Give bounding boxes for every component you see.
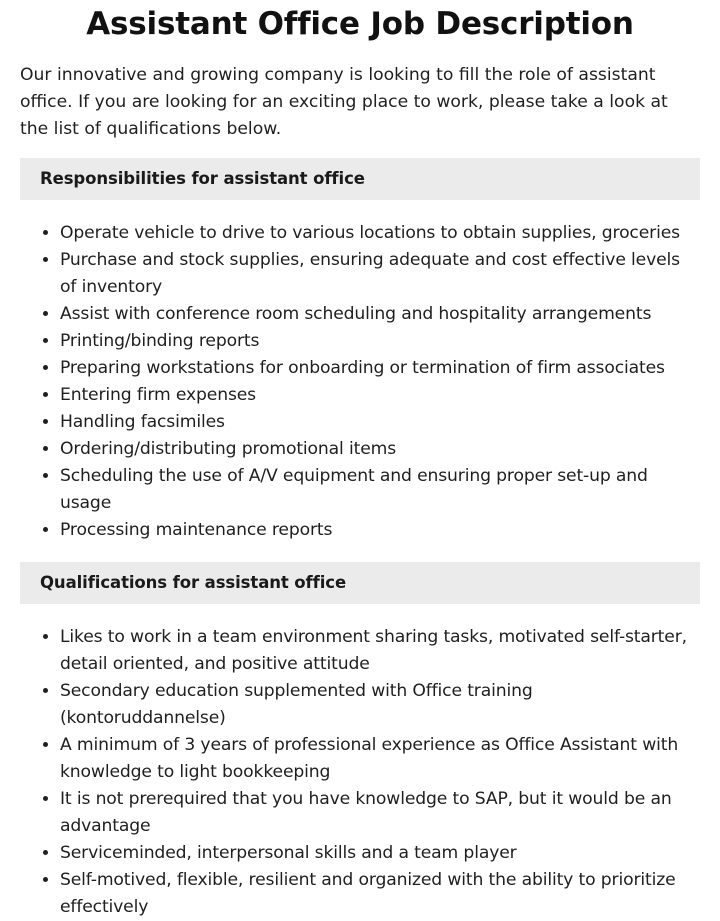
list-item: • Preparing workstations for onboarding or termination of firm associates	[60, 355, 700, 382]
list-item: • Assist with conference room scheduling and hospitality arrangements	[60, 301, 700, 328]
list-item: • Entering firm expenses	[60, 382, 700, 409]
list-item: • Ordering/distributing promotional items	[60, 436, 700, 463]
list-item: • A minimum of 3 years of professional experience as Office Assistant with knowledge to light bookkeeping	[60, 732, 700, 786]
list-item: • Printing/binding reports	[60, 328, 700, 355]
list-item: • Likes to work in a team environment sharing tasks, motivated self-starter, detail oriented, and positive attitude	[60, 624, 700, 678]
list-item: • Purchase and stock supplies, ensuring adequate and cost effective levels of inventory	[60, 247, 700, 301]
list-item: • Secondary education supplemented with Office training (kontoruddannelse)	[60, 678, 700, 732]
intro-paragraph: Our innovative and growing company is looking to fill the role of assistant office. If you are looking for an exciting place to work, please take a look at the list of qualifications below.	[20, 65, 668, 139]
list-item: • It is not prerequired that you have knowledge to SAP, but it would be an advantage	[60, 786, 700, 840]
list-item: • Handling facsimiles	[60, 409, 700, 436]
list-item: • Operate vehicle to drive to various locations to obtain supplies, groceries	[60, 220, 700, 247]
responsibilities-heading: Responsibilities for assistant office	[20, 158, 700, 200]
qualifications-list	[20, 624, 700, 921]
page-title: Assistant Office Job Description	[86, 6, 634, 42]
list-item: • Self-motived, flexible, resilient and organized with the ability to prioritize effectively	[60, 867, 700, 921]
list-item: • Processing maintenance reports	[60, 517, 700, 544]
responsibilities-list	[20, 220, 700, 544]
qualifications-heading: Qualifications for assistant office	[20, 562, 700, 604]
list-item: • Serviceminded, interpersonal skills and a team player	[60, 840, 700, 867]
list-item: • Scheduling the use of A/V equipment and ensuring proper set-up and usage	[60, 463, 700, 517]
